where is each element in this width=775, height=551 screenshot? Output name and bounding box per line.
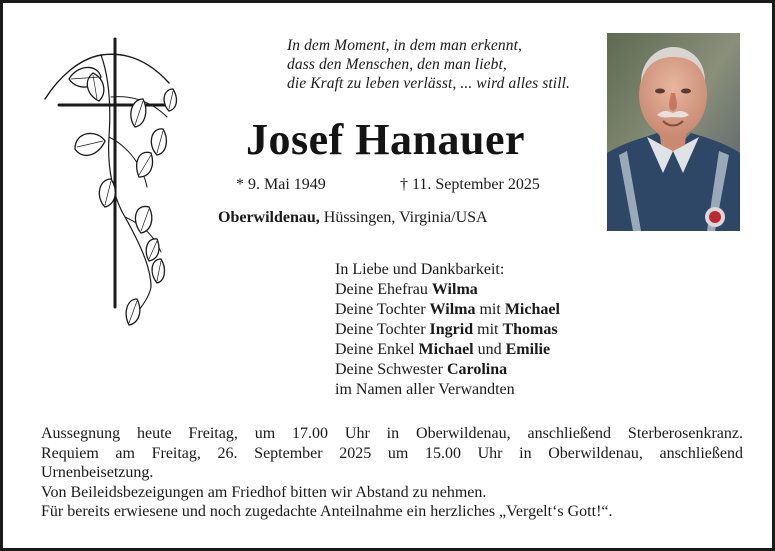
birth-date: * 9. Mai 1949 [236, 176, 326, 193]
mourners-list [335, 260, 635, 400]
place-main: Oberwildenau, [218, 209, 320, 226]
sister-label: Deine Schwester [335, 361, 443, 378]
daughter-1-name: Wilma [429, 301, 476, 318]
place-others: Hüssingen, Virginia/USA [323, 209, 488, 226]
mourner-daughter-1 [335, 300, 635, 320]
mourners-closing: im Namen aller Verwandten [335, 381, 515, 398]
grandchild-2: Emilie [505, 341, 551, 358]
portrait-photo [607, 33, 740, 231]
and-word: und [477, 341, 502, 358]
with-word: mit [477, 321, 499, 338]
death-date: † 11. September 2025 [400, 176, 540, 193]
notice-line-3: Urnenbeisetzung. [41, 464, 154, 481]
grandchild-1: Michael [418, 341, 474, 358]
wife-name: Wilma [431, 281, 478, 298]
mourner-daughter-2 [335, 320, 635, 340]
places [218, 209, 488, 227]
daughter-label: Deine Tochter [335, 301, 426, 318]
with-word: mit [479, 301, 501, 318]
sister-name: Carolina [446, 361, 508, 378]
notice-line-2: Requiem am Freitag, 26. September 2025 um 15.00 Uhr in Oberwildenau, anschließend [41, 444, 743, 462]
mourner-wife [335, 280, 635, 300]
grandchildren-label: Deine Enkel [335, 341, 415, 358]
cross-with-leaves-icon [39, 37, 189, 329]
poem [287, 36, 587, 93]
mourner-sister [335, 360, 635, 380]
wife-label: Deine Ehefrau [335, 281, 428, 298]
poem-line-3: die Kraft zu leben verlässt, ... wird alles still. [287, 75, 570, 92]
poem-line-1: In dem Moment, in dem man erkennt, [287, 37, 522, 54]
daughter-label: Deine Tochter [335, 321, 426, 338]
mourner-grandchildren [335, 340, 635, 360]
deceased-name: Josef Hanauer [246, 115, 526, 164]
poem-line-2: dass den Menschen, den man liebt, [287, 56, 507, 73]
notice-line-5: Für bereits erwiesene und noch zugedachte Anteilnahme ein herzliches „Vergelt‘s Gott!“. [41, 503, 613, 520]
daughter-1-partner: Michael [504, 301, 560, 318]
portrait-image [607, 33, 740, 231]
funeral-notice [41, 424, 743, 522]
mourners-intro: In Liebe und Dankbarkeit: [335, 261, 505, 278]
daughter-2-name: Ingrid [429, 321, 474, 338]
daughter-2-partner: Thomas [502, 321, 558, 338]
notice-line-4: Von Beileidsbezeigungen am Friedhof bitten wir Abstand zu nehmen. [41, 483, 487, 501]
notice-line-1: Aussegnung heute Freitag, um 17.00 Uhr in Oberwildenau, anschließend Sterberosenkranz. [41, 425, 743, 442]
